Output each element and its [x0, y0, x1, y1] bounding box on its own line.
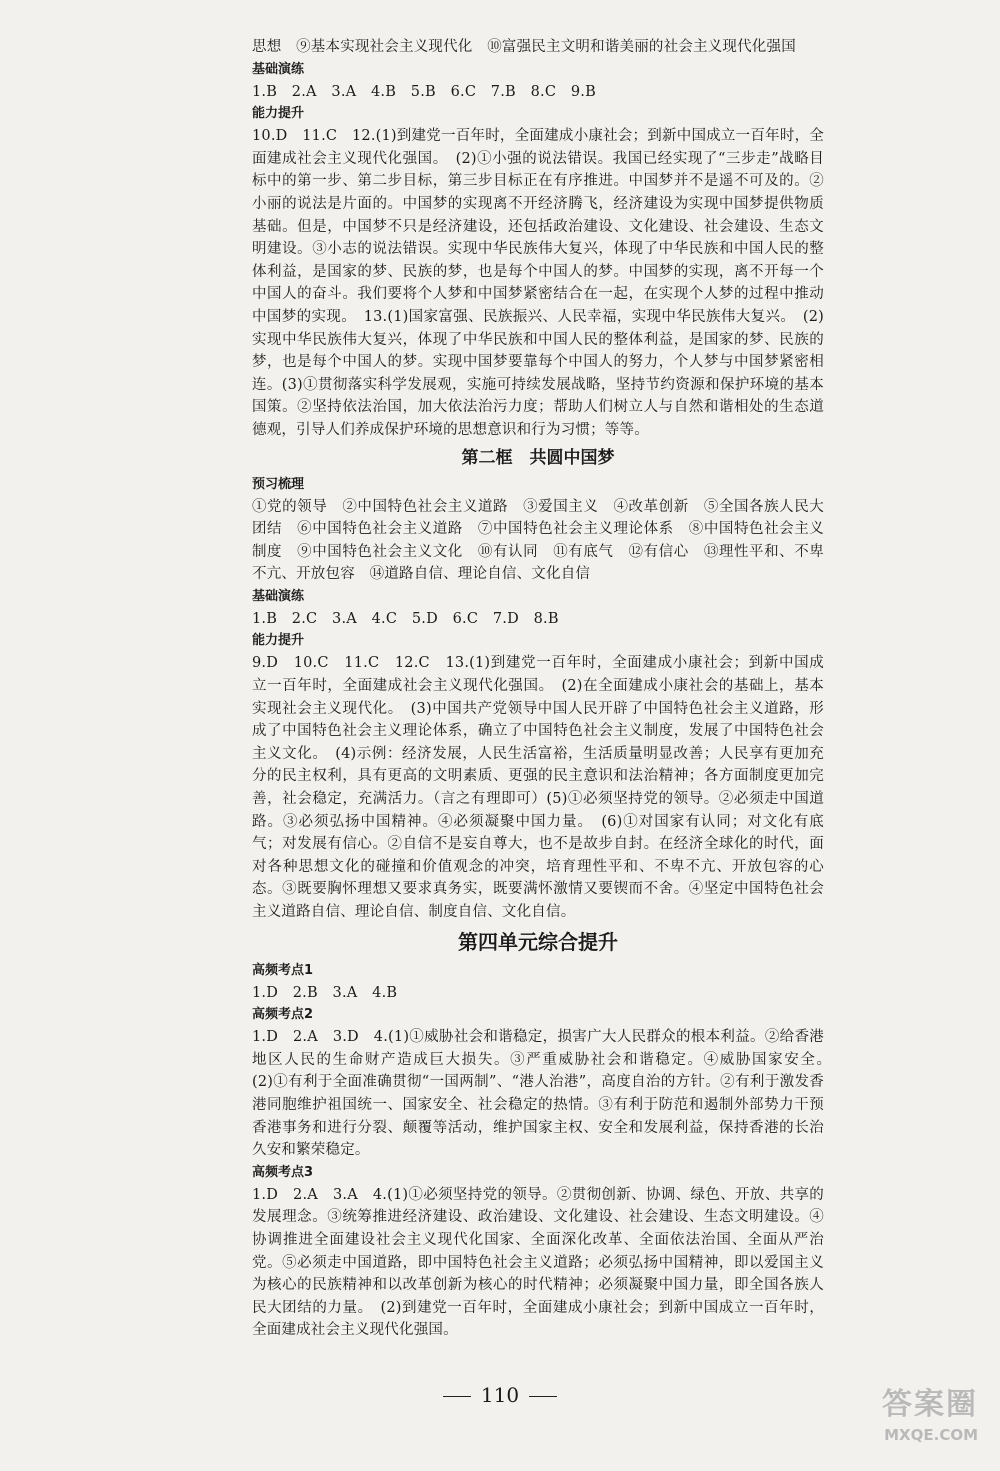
section-heading: 高频考点2	[252, 1007, 314, 1023]
page-number-dash-right	[529, 1396, 557, 1397]
page-number-text: 110	[480, 1383, 520, 1407]
answer-page-content	[252, 36, 839, 1342]
paragraph: 10.D 11.C 12.(1)到建党一百年时，全面建成小康社会；到新中国成立一百年时，全面建成社会主义现代化强国。 (2)①小强的说法错误。我国已经实现了“三步走”战略目标中的第一步、第二步目标，第三步目标正在有序推进。中国梦并不是遥不可及的。②小丽的说法是片面的。中国梦的实现离不开经济腾飞，经济建设为实现中国梦提供物质基础。但是，中国梦不只是经济建设，还包括政治建设、文化建设、社会建设、生态文明建设。③小志的说法错误。实现中华民族伟大复兴，体现了中华民族和中国人民的整体利益，是国家的梦、民族的梦，也是每个中国人的梦。中国梦的实现，离不开每一个中国人的奋斗。我们要将个人梦和中国梦紧密结合在一起，在实现个人梦的过程中推动中国梦的实现。 13.(1)国家富强、民族振兴、人民幸福，实现中华民族伟大复兴。 (2)实现中华民族伟大复兴，体现了中华民族和中国人民的整体利益，是国家的梦、民族的梦，也是每个中国人的梦。实现中国梦要靠每个中国人的努力，个人梦与中国梦紧密相连。(3)①贯彻落实科学发展观，实施可持续发展战略，坚持节约资源和保护环境的基本国策。②坚持依法治国，加大依法治污力度；帮助人们树立人与自然和谐相处的生态道德观，引导人们养成保护环境的思想意识和行为习惯；等等。	[252, 128, 824, 438]
section-heading: 能力提升	[252, 106, 305, 122]
unit-title: 第四单元综合提升	[458, 929, 618, 954]
page-number-dash-left	[443, 1396, 471, 1397]
watermark-logo: 答案圈	[882, 1387, 978, 1422]
section-heading: 预习梳理	[252, 476, 305, 492]
paragraph: 1.D 2.A 3.D 4.(1)①威胁社会和谐稳定，损害广大人民群众的根本利益。②给香港地区人民的生命财产造成巨大损失。③严重威胁社会和谐稳定。④威胁国家安全。 (2)①有利于全面准确贯彻“一国两制”、“港人治港”，高度自治的方针。②有利于激发香港同胞维护祖国统一、国家安全、社会稳定的热情。③有利于防范和遏制外部势力干预香港事务和进行分裂、颠覆等活动，维护国家主权、安全和发展利益，保持香港的长治久安和繁荣稳定。	[252, 1029, 839, 1159]
section-heading: 基础演练	[252, 588, 305, 604]
watermark-url: MXQE.COM	[884, 1426, 978, 1444]
section-heading: 高频考点3	[252, 1164, 314, 1180]
lesson-title: 第二框 共圆中国梦	[461, 447, 615, 468]
paragraph: 1.B 2.A 3.A 4.B 5.B 6.C 7.B 8.C 9.B	[252, 83, 596, 100]
paragraph: 1.D 2.B 3.A 4.B	[252, 984, 398, 1001]
paragraph: 1.B 2.C 3.A 4.C 5.D 6.C 7.D 8.B	[252, 610, 559, 627]
paragraph: 思想 ⑨基本实现社会主义现代化 ⑩富强民主文明和谐美丽的社会主义现代化强国	[252, 39, 796, 55]
paragraph: ①党的领导 ②中国特色社会主义道路 ③爱国主义 ④改革创新 ⑤全国各族人民大团结 ⑥中国特色社会主义道路 ⑦中国特色社会主义理论体系 ⑧中国特色社会主义制度 ⑨中国特色社会主义文化 ⑩有认同 ⑪有底气 ⑫有信心 ⑬理性平和、不卑不亢、开放包容 ⑭道路自信、理论自信、文化自信	[252, 498, 824, 583]
section-heading: 高频考点1	[252, 962, 314, 978]
paragraph: 9.D 10.C 11.C 12.C 13.(1)到建党一百年时，全面建成小康社会；到新中国成立一百年时，全面建成社会主义现代化强国。 (2)在全面建成小康社会的基础上，基本实现社会主义现代化。 (3)中国共产党领导中国人民开辟了中国特色社会主义道路，形成了中国特色社会主义理论体系，确立了中国特色社会主义制度，发展了中国特色社会主义文化。 (4)示例：经济发展，人民生活富裕，生活质量明显改善；人民享有更加充分的民主权利，具有更高的文明素质、更强的民主意识和法治精神；各方面制度更加完善，社会稳定，充满活力。（言之有理即可）(5)①必须坚持党的领导。②必须走中国道路。③必须弘扬中国精神。④必须凝聚中国力量。 (6)①对国家有认同；对文化有底气；对发展有信心。②自信不是妄自尊大，也不是故步自封。在经济全球化的时代，面对各种思想文化的碰撞和价值观念的冲突，培育理性平和、不卑不亢、开放包容的心态。③既要胸怀理想又要求真务实，既要满怀激情又要锲而不舍。④坚定中国特色社会主义道路自信、理论自信、制度自信、文化自信。	[252, 655, 824, 920]
section-heading: 能力提升	[252, 633, 305, 649]
paragraph: 1.D 2.A 3.A 4.(1)①必须坚持党的领导。②贯彻创新、协调、绿色、开放、共享的发展理念。③统筹推进经济建设、政治建设、文化建设、社会建设、生态文明建设。④协调推进全面建设社会主义现代化国家、全面深化改革、全面依法治国、全面从严治党。⑤必须走中国道路，即中国特色社会主义道路；必须弘扬中国精神，即以爱国主义为核心的民族精神和以改革创新为核心的时代精神；必须凝聚中国力量，即全国各族人民大团结的力量。 (2)到建党一百年时，全面建成小康社会；到新中国成立一百年时，全面建成社会主义现代化强国。	[252, 1186, 824, 1339]
section-heading: 基础演练	[252, 61, 305, 77]
watermark	[828, 1385, 978, 1457]
